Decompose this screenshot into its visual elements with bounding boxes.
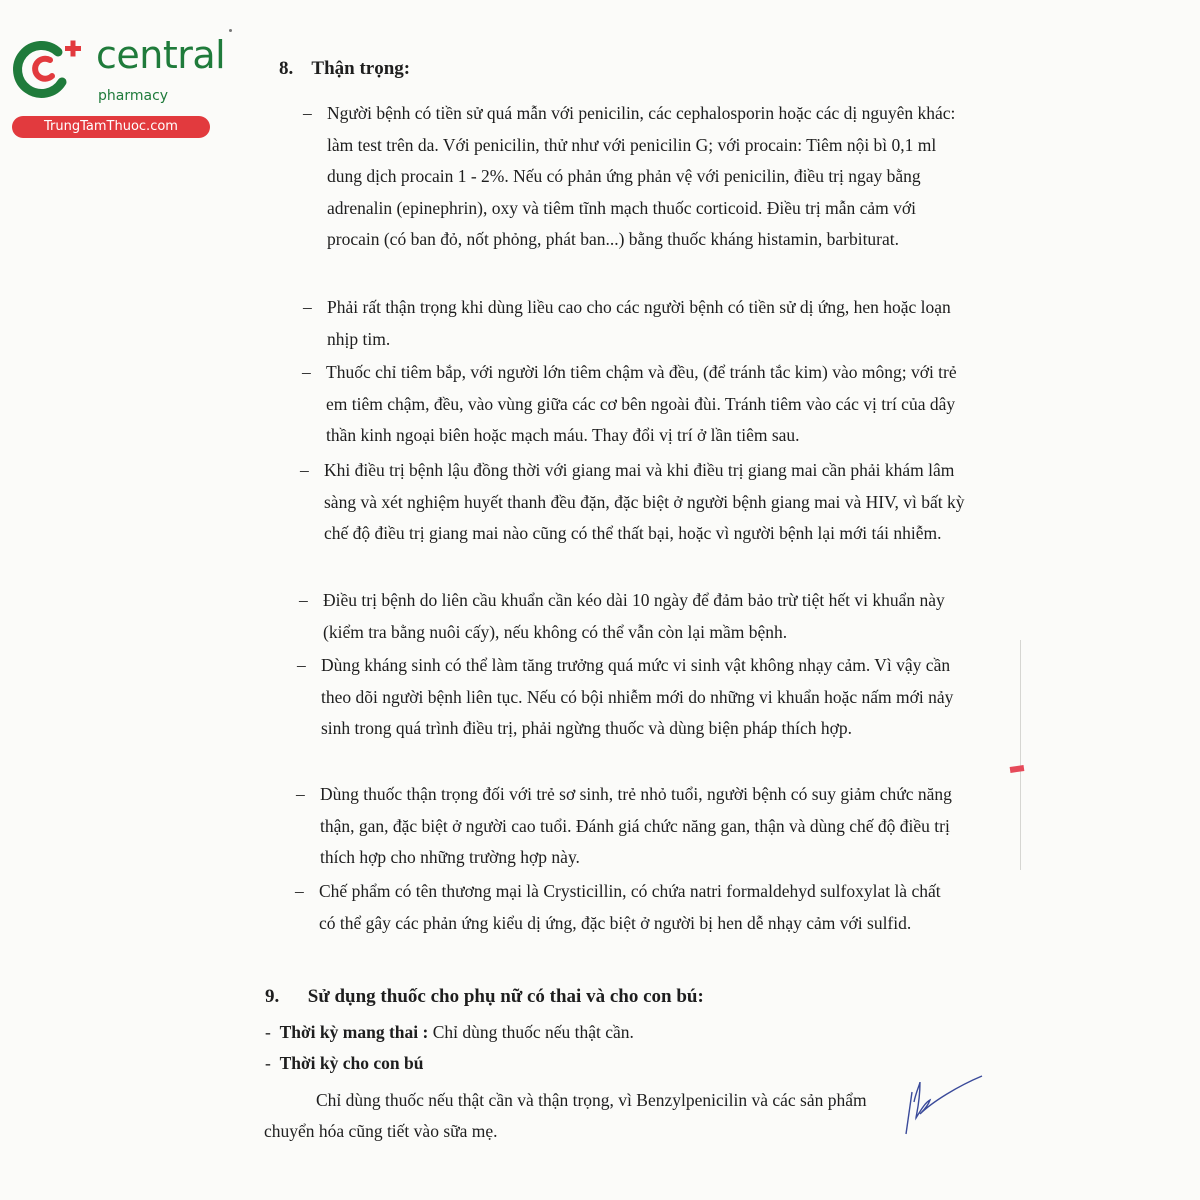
lactation-paragraph: Chỉ dùng thuốc nếu thật cần và thận trọng, vì Benzylpenicilin và các sản phẩm chuyển hóa cũng tiết vào sữa mẹ. xyxy=(264,1090,867,1141)
list-item xyxy=(297,650,961,745)
list-item xyxy=(299,585,961,648)
list-dash: – xyxy=(303,103,312,123)
lactation-line xyxy=(265,1053,423,1074)
list-item xyxy=(303,98,965,256)
logo-name: central xyxy=(96,33,226,77)
list-item xyxy=(302,357,964,452)
list-item xyxy=(296,779,960,874)
lactation-label: Thời kỳ cho con bú xyxy=(279,1053,424,1073)
list-item xyxy=(303,292,965,355)
pregnancy-text: Chỉ dùng thuốc nếu thật cần. xyxy=(432,1022,634,1042)
list-item xyxy=(300,455,966,550)
list-item xyxy=(295,876,957,939)
pregnancy-line xyxy=(265,1022,634,1043)
list-dash: - xyxy=(265,1022,271,1042)
pregnancy-separator: : xyxy=(422,1022,429,1042)
list-dash: – xyxy=(299,590,308,610)
list-item-text: Dùng thuốc thận trọng đối với trẻ sơ sinh, trẻ nhỏ tuổi, người bệnh có suy giảm chức năng thận, gan, đặc biệt ở người cao tuổi. Đánh giá chức năng gan, thận và dùng chế độ điều trị thích hợp cho những trường hợp này. xyxy=(320,784,952,867)
list-item-text: Dùng kháng sinh có thể làm tăng trưởng quá mức vi sinh vật không nhạy cảm. Vì vậy cần theo dõi người bệnh liên tục. Nếu có bội nhiễm mới do những vi khuẩn hoặc nấm mới nảy sinh trong quá trình điều trị, phải ngừng thuốc và dùng biện pháp thích hợp. xyxy=(321,655,954,738)
list-item-text: Phải rất thận trọng khi dùng liều cao cho các người bệnh có tiền sử dị ứng, hen hoặc loạn nhịp tim. xyxy=(327,297,951,349)
list-item-text: Khi điều trị bệnh lậu đồng thời với giang mai và khi điều trị giang mai cần phải khám lâm sàng và xét nghiệm huyết thanh đều đặn, đặc biệt ở người bệnh giang mai và HIV, vì bất kỳ chế độ điều trị giang mai nào cũng có thể thất bại, hoặc vì người bệnh lại mới tái nhiễm. xyxy=(324,460,965,543)
list-item-text: Chế phẩm có tên thương mại là Crysticillin, có chứa natri formaldehyd sulfoxylat là chất có thể gây các phản ứng kiểu dị ứng, đặc biệt ở người bị hen dễ nhạy cảm với sulfid. xyxy=(319,881,941,933)
section-9-title: Sử dụng thuốc cho phụ nữ có thai và cho con bú: xyxy=(307,986,704,1007)
section-8-title: Thận trọng: xyxy=(311,58,411,79)
section-9-heading xyxy=(265,986,704,1008)
logo-subtitle: pharmacy xyxy=(98,88,169,104)
list-dash: – xyxy=(303,297,312,317)
list-dash: – xyxy=(300,460,309,480)
section-9-number: 9. xyxy=(265,986,280,1007)
signature-icon xyxy=(898,1072,988,1138)
list-item-text: Thuốc chỉ tiêm bắp, với người lớn tiêm chậm và đều, (để tránh tắc kim) vào mông; với trẻ em tiêm chậm, đều, vào vùng giữa các cơ bên ngoài đùi. Tránh tiêm vào các vị trí của dây thần kinh ngoại biên hoặc mạch máu. Thay đổi vị trí ở lần tiêm sau. xyxy=(326,362,957,445)
list-item-text: Điều trị bệnh do liên cầu khuẩn cần kéo dài 10 ngày để đảm bảo trừ tiệt hết vi khuẩn này (kiểm tra bằng nuôi cấy), nếu không có thể vẫn còn lại mầm bệnh. xyxy=(323,590,945,642)
list-dash: – xyxy=(302,362,311,382)
list-dash: – xyxy=(297,655,306,675)
list-dash: - xyxy=(265,1053,271,1073)
list-dash: – xyxy=(295,881,304,901)
list-dash: – xyxy=(296,784,305,804)
logo-url-badge: TrungTamThuoc.com xyxy=(12,116,210,138)
section-8-number: 8. xyxy=(279,58,294,79)
list-item-text: Người bệnh có tiền sử quá mẫn với penicilin, các cephalosporin hoặc các dị nguyên khác: làm test trên da. Với penicilin, thử như với penicilin G; với procain: Tiêm nội bì 0,1 ml dung dịch procain 1 - 2%. Nếu có phản ứng phản vệ với penicilin, điều trị ngay bằng adrenalin (epinephrin), oxy và tiêm tĩnh mạch thuốc corticoid. Điều trị mẫn cảm với procain (có ban đỏ, nốt phỏng, phát ban...) bằng thuốc kháng histamin, barbiturat. xyxy=(327,103,956,249)
pregnancy-label: Thời kỳ mang thai xyxy=(279,1022,419,1042)
section-8-heading xyxy=(279,58,410,80)
